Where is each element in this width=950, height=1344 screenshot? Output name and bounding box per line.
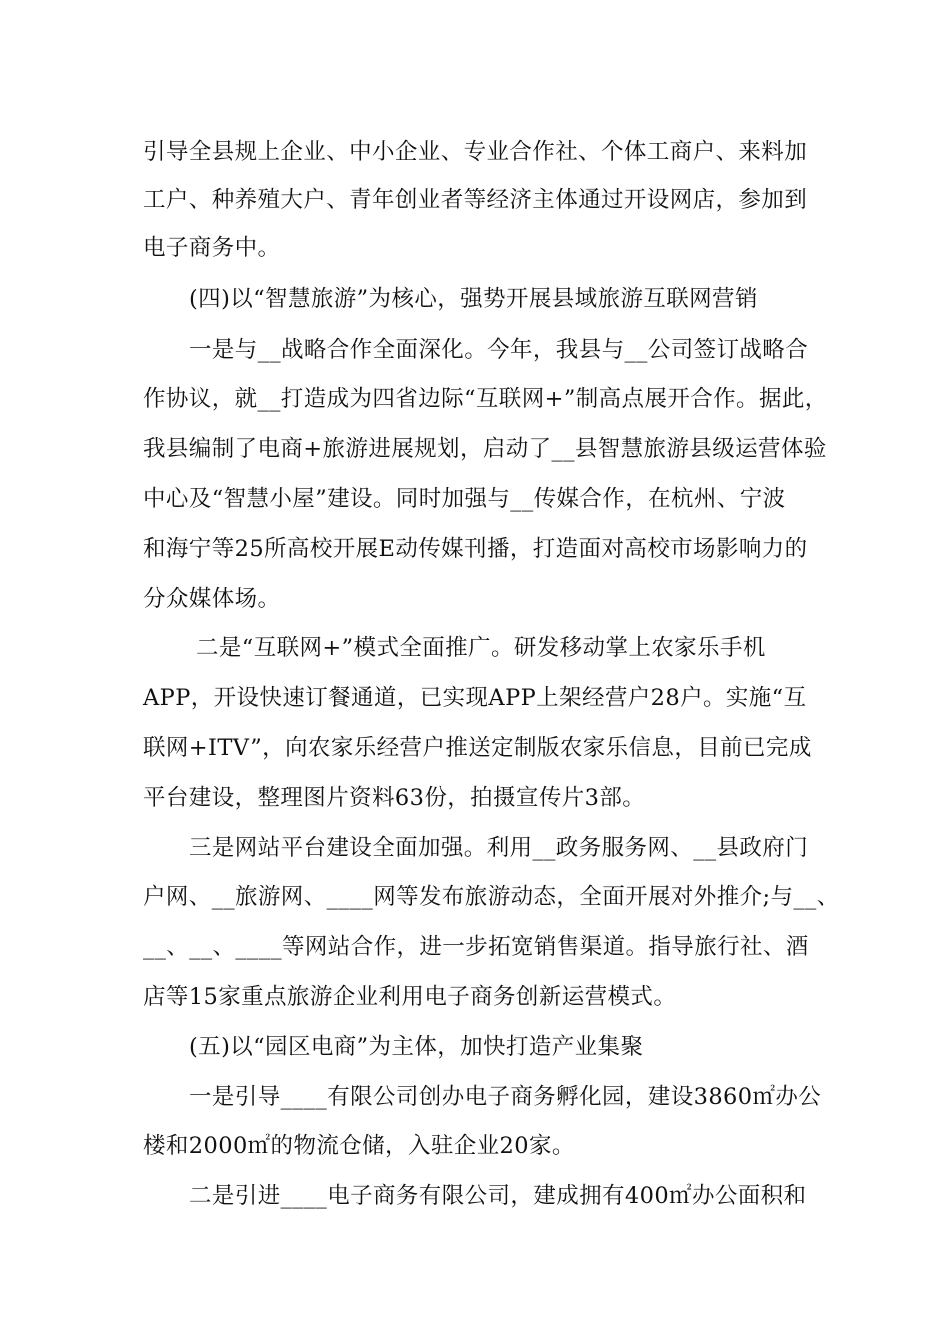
text-line: 楼和2000㎡的物流仓储，入驻企业20家。 bbox=[143, 1133, 575, 1159]
text-line: 一是与__战略合作全面深化。今年，我县与__公司签订战略合 bbox=[189, 337, 809, 363]
text-line: 店等15家重点旅游企业利用电子商务创新运营模式。 bbox=[143, 984, 677, 1010]
text-line: 户网、__旅游网、____网等发布旅游动态，全面开展对外推介;与__、 bbox=[143, 884, 840, 910]
text-line: 联网+ITV”，向农家乐经营户推送定制版农家乐信息，目前已完成 bbox=[143, 735, 812, 761]
text-line: 一是引导____有限公司创办电子商务孵化园，建设3860㎡办公 bbox=[189, 1084, 822, 1110]
text-line: 和海宁等25所高校开展E动传媒刊播，打造面对高校市场影响力的 bbox=[143, 536, 808, 562]
text-line: 工户、种养殖大户、青年创业者等经济主体通过开设网店，参加到 bbox=[143, 187, 808, 213]
text-line: APP，开设快速订餐通道，已实现APP上架经营户28户。实施“互 bbox=[143, 685, 807, 711]
text-line: 三是网站平台建设全面加强。利用__政务服务网、__县政府门 bbox=[189, 835, 809, 861]
text-line: 电子商务中。 bbox=[143, 235, 281, 261]
text-line: 我县编制了电商+旅游进展规划，启动了__县智慧旅游县级运营体验 bbox=[143, 436, 827, 462]
text-line: 分众媒体场。 bbox=[143, 586, 281, 612]
text-line: 平台建设，整理图片资料63份，拍摄宣传片3部。 bbox=[143, 785, 646, 811]
text-line: 二是引进____电子商务有限公司，建成拥有400㎡办公面积和 bbox=[189, 1183, 807, 1209]
text-line: 作协议，就__打造成为四省边际“互联网+”制高点展开合作。据此， bbox=[143, 386, 828, 412]
section-heading: (五)以“园区电商”为主体，加快打造产业集聚 bbox=[189, 1034, 644, 1060]
text-line: 中心及“智慧小屋”建设。同时加强与__传媒合作，在杭州、宁波 bbox=[143, 486, 786, 512]
text-line: __、__、____等网站合作，进一步拓宽销售渠道。指导旅行社、酒 bbox=[143, 934, 809, 960]
text-line: 引导全县规上企业、中小企业、专业合作社、个体工商户、来料加 bbox=[143, 139, 808, 165]
section-heading: (四)以“智慧旅游”为核心，强势开展县域旅游互联网营销 bbox=[189, 286, 758, 312]
text-line: 二是“互联网+”模式全面推广。研发移动掌上农家乐手机 bbox=[196, 635, 766, 661]
